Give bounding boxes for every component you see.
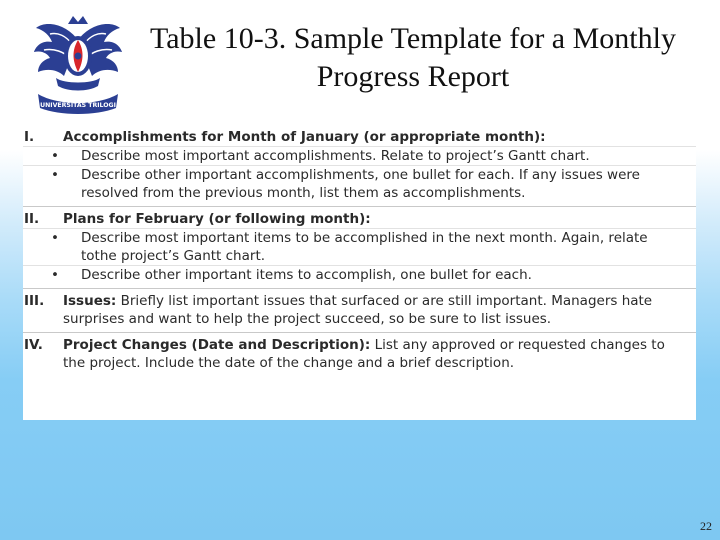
section-heading: Project Changes (Date and Description): — [63, 337, 371, 353]
bullet-icon: • — [51, 267, 59, 283]
list-item — [23, 229, 696, 265]
page-number: 22 — [700, 519, 712, 533]
slide-title — [128, 20, 698, 96]
slide-title-line-2: Progress Report — [316, 60, 510, 93]
list-item-text: Describe most important items to be accomplished in the next month. Again, relate tothe project’s Gantt chart. — [81, 230, 648, 264]
section-number: II. — [24, 211, 40, 227]
list-item — [23, 147, 696, 165]
section-text: List any approved or requested changes to the project. Include the date of the change and a brief description. — [63, 337, 665, 371]
list-item-text: Describe other important accomplishments, one bullet for each. If any issues were resolved from the previous month, list them as accomplishments. — [81, 167, 640, 201]
section-accomplishments — [23, 128, 696, 202]
section-number: IV. — [24, 337, 43, 353]
list-item — [23, 166, 696, 202]
university-logo — [28, 10, 128, 118]
section-number: I. — [24, 129, 35, 145]
bullet-icon: • — [51, 148, 59, 164]
section-text: Briefly list important issues that surfaced or are still important. Managers hate surprises and want to help the project succeed, so be sure to list issues. — [63, 293, 653, 327]
svg-text:UNIVERSITAS TRILOGI: UNIVERSITAS TRILOGI — [40, 102, 116, 109]
section-heading: Accomplishments for Month of January (or appropriate month): — [63, 129, 546, 145]
bullet-icon: • — [51, 167, 59, 183]
bullet-icon: • — [51, 230, 59, 246]
section-project-changes — [23, 332, 696, 372]
report-template-table — [23, 122, 696, 420]
section-heading: Plans for February (or following month): — [63, 211, 371, 227]
section-heading: Issues: — [63, 293, 117, 309]
list-item — [23, 266, 696, 284]
list-item-text: Describe other important items to accomplish, one bullet for each. — [81, 267, 532, 283]
section-number: III. — [24, 293, 45, 309]
section-issues — [23, 288, 696, 328]
list-item-text: Describe most important accomplishments. Relate to project’s Gantt chart. — [81, 148, 590, 164]
slide-title-line-1: Table 10-3. Sample Template for a Monthly — [150, 22, 676, 55]
section-plans — [23, 206, 696, 284]
